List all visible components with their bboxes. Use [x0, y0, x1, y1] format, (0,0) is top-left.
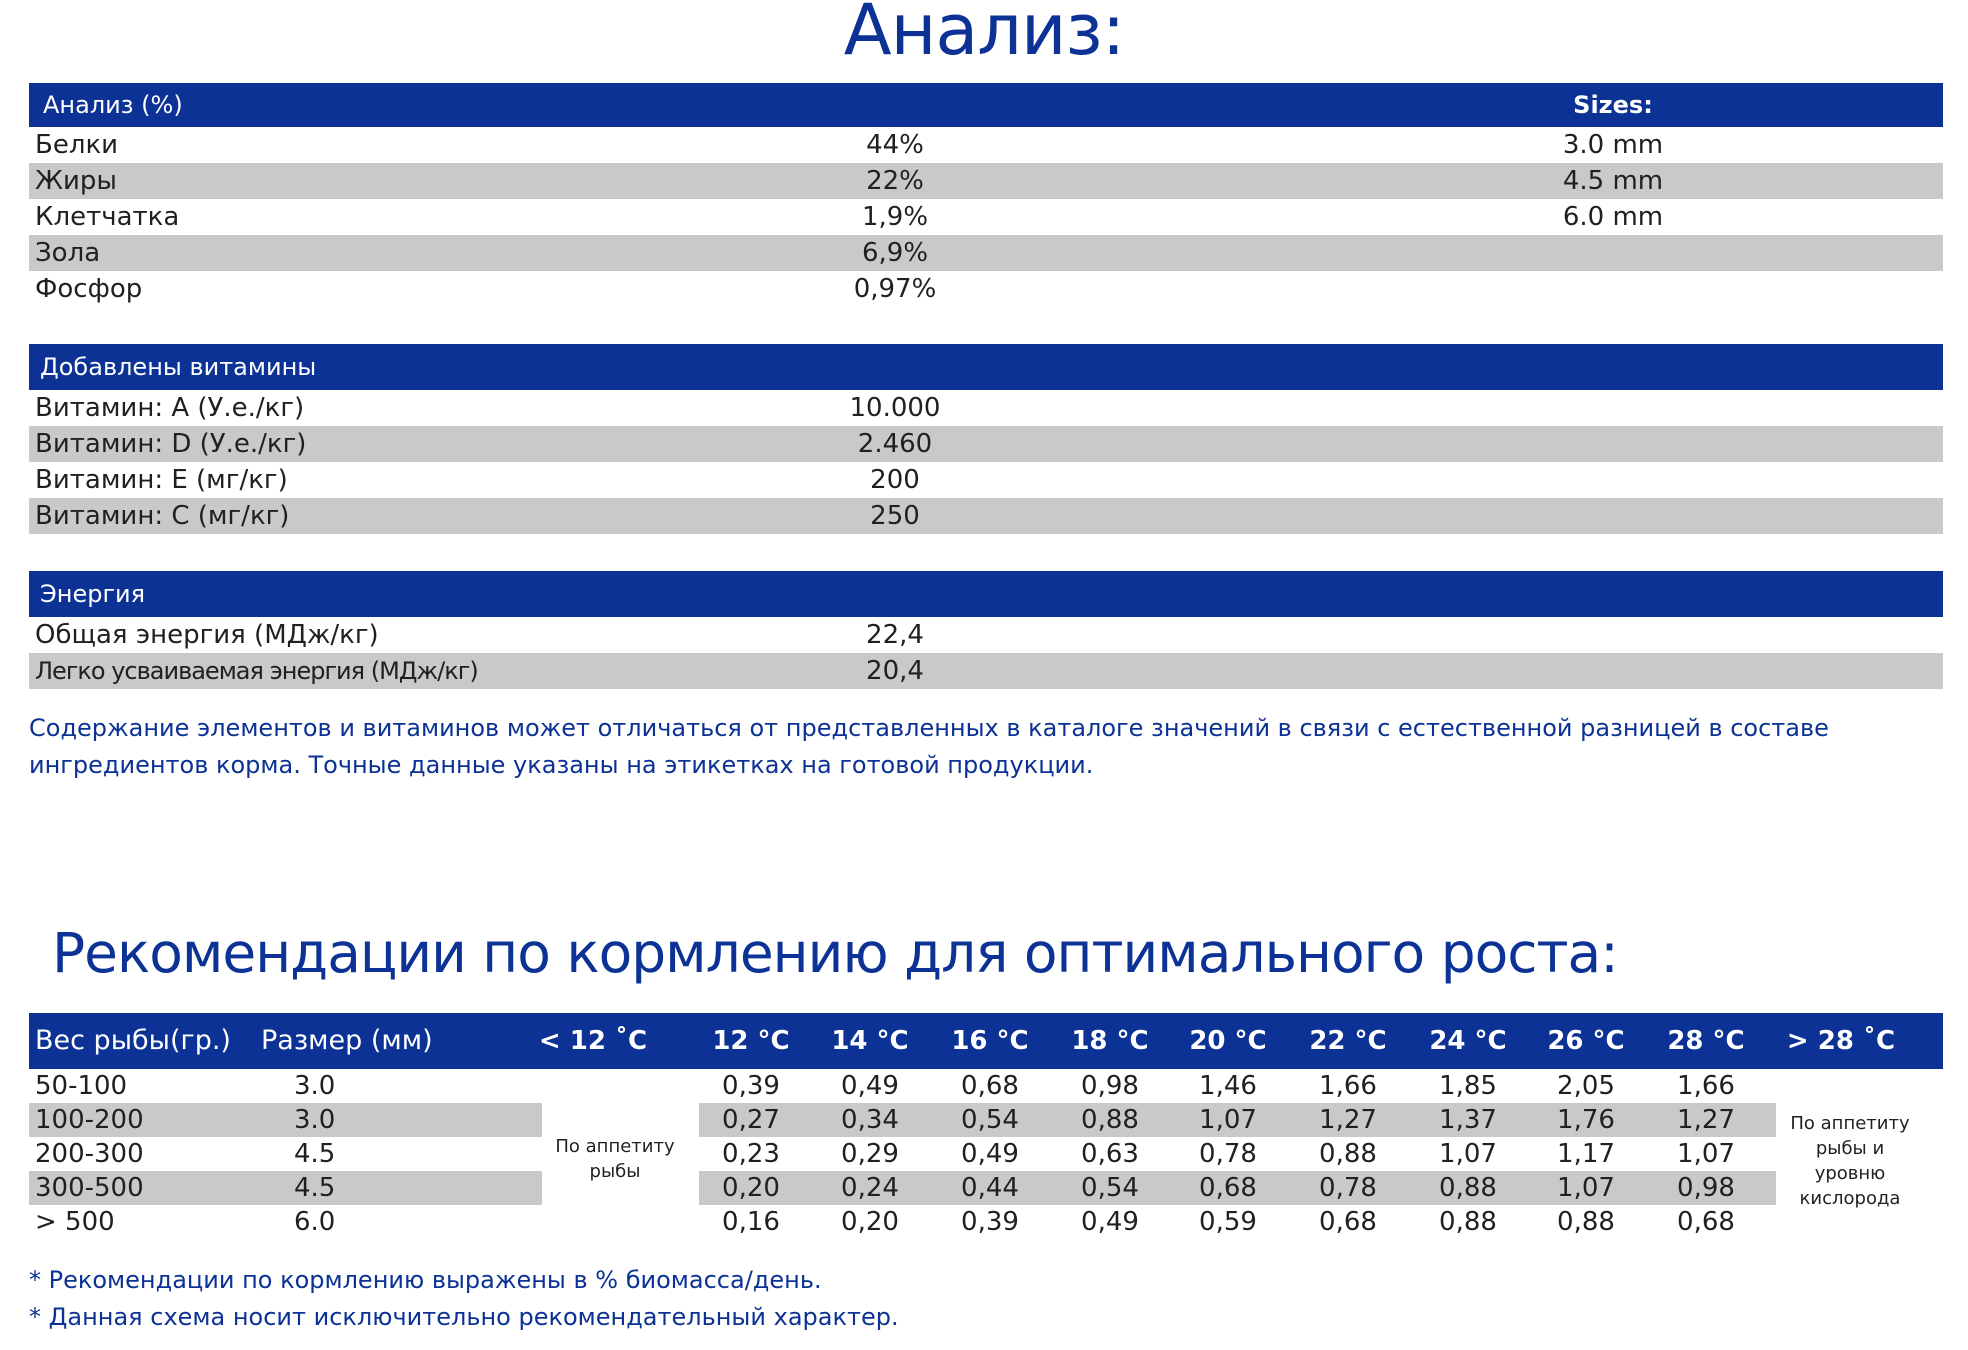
feed-rate: 0,68 — [961, 1071, 1019, 1101]
temp-header: 26 °C — [1547, 1026, 1625, 1056]
feed-rate: 1,27 — [1319, 1105, 1377, 1135]
footnote: * Рекомендации по кормлению выражены в % биомасса/день. — [29, 1266, 822, 1294]
energy-header — [29, 571, 1943, 617]
vitamin-label: Витамин: C (мг/кг) — [35, 501, 290, 531]
temp-header: 12 °C — [712, 1026, 790, 1056]
feed-rate: 0,63 — [1081, 1139, 1139, 1169]
feed-rate: 1,66 — [1677, 1071, 1735, 1101]
pellet-size: 4.5 — [294, 1173, 336, 1203]
appetite-note-low: По аппетиту рыбы — [555, 1136, 675, 1182]
analysis-value: 6,9% — [861, 238, 929, 268]
analysis-header-label: Анализ (%) — [43, 91, 183, 119]
feed-rate: 1,07 — [1677, 1139, 1735, 1169]
vitamin-row — [29, 462, 1943, 498]
analysis-row — [29, 271, 1943, 307]
feeding-row — [29, 1103, 1943, 1137]
feed-rate: 0,49 — [1081, 1207, 1139, 1237]
feed-rate: 0,29 — [841, 1139, 899, 1169]
feed-rate: 1,07 — [1439, 1139, 1497, 1169]
feed-rate: 0,78 — [1319, 1173, 1377, 1203]
feed-rate: 0,59 — [1199, 1207, 1257, 1237]
vitamin-label: Витамин: A (У.е./кг) — [35, 393, 305, 423]
feed-rate: 0,20 — [841, 1207, 899, 1237]
feed-rate: 0,39 — [722, 1071, 780, 1101]
analysis-label: Клетчатка — [35, 202, 180, 232]
sizes-header-label: Sizes: — [1573, 91, 1653, 119]
size-value: 4.5 mm — [1562, 166, 1664, 196]
pellet-size: 6.0 — [294, 1207, 336, 1237]
temp-header: 22 °C — [1309, 1026, 1387, 1056]
feed-rate: 0,49 — [961, 1139, 1019, 1169]
analysis-value: 44% — [866, 130, 924, 160]
feeding-title: Рекомендации по кормлению для оптимального роста: — [52, 921, 1618, 985]
size-value: 3.0 mm — [1562, 130, 1664, 160]
feed-rate: 0,88 — [1439, 1173, 1497, 1203]
temp-header: 20 °C — [1189, 1026, 1267, 1056]
feed-rate: 1,76 — [1557, 1105, 1615, 1135]
energy-label: Легко усваиваемая энергия (МДж/кг) — [35, 657, 478, 685]
feed-rate: 0,88 — [1319, 1139, 1377, 1169]
vitamin-label: Витамин: E (мг/кг) — [35, 465, 288, 495]
feed-rate: 1,07 — [1199, 1105, 1257, 1135]
analysis-row — [29, 235, 1943, 271]
energy-row — [29, 653, 1943, 689]
feed-rate: 0,88 — [1439, 1207, 1497, 1237]
feed-rate: 0,68 — [1319, 1207, 1377, 1237]
vitamin-value: 10.000 — [849, 393, 941, 423]
analysis-label: Жиры — [35, 166, 117, 196]
energy-value: 22,4 — [866, 620, 924, 650]
feed-rate: 0,23 — [722, 1139, 780, 1169]
analysis-row — [29, 127, 1943, 163]
analysis-row — [29, 163, 1943, 199]
feed-rate: 0,44 — [961, 1173, 1019, 1203]
analysis-label: Фосфор — [35, 274, 143, 304]
feed-rate: 0,54 — [1081, 1173, 1139, 1203]
energy-header-label: Энергия — [40, 580, 146, 608]
fish-weight: 100-200 — [35, 1105, 144, 1135]
vitamin-row — [29, 390, 1943, 426]
vitamins-header — [29, 344, 1943, 390]
feed-rate: 1,46 — [1199, 1071, 1257, 1101]
vitamin-value: 200 — [870, 465, 920, 495]
vitamin-label: Витамин: D (У.е./кг) — [35, 429, 307, 459]
feed-rate: 0,49 — [841, 1071, 899, 1101]
energy-label: Общая энергия (МДж/кг) — [35, 620, 379, 650]
page-title: Анализ: — [843, 0, 1125, 71]
analysis-value: 1,9% — [861, 202, 929, 232]
feed-rate: 0,39 — [961, 1207, 1019, 1237]
vitamin-row — [29, 498, 1943, 534]
feeding-header — [29, 1013, 1943, 1069]
feed-rate: 2,05 — [1557, 1071, 1615, 1101]
feed-rate: 0,78 — [1199, 1139, 1257, 1169]
feed-rate: 0,34 — [841, 1105, 899, 1135]
feeding-row — [29, 1137, 1943, 1171]
temp-header: 18 °C — [1071, 1026, 1149, 1056]
feed-rate: 1,85 — [1439, 1071, 1497, 1101]
feed-rate: 1,27 — [1677, 1105, 1735, 1135]
fish-weight: > 500 — [35, 1207, 115, 1237]
pellet-size: 4.5 — [294, 1139, 336, 1169]
temp-header: 14 °C — [831, 1026, 909, 1056]
temp-header: < 12 ˚C — [538, 1026, 648, 1056]
feed-rate: 0,16 — [722, 1207, 780, 1237]
temp-header: 28 °C — [1667, 1026, 1745, 1056]
feed-rate: 1,66 — [1319, 1071, 1377, 1101]
pellet-size: 3.0 — [294, 1071, 336, 1101]
feed-rate: 0,24 — [841, 1173, 899, 1203]
feed-rate: 0,98 — [1677, 1173, 1735, 1203]
temp-header: 24 °C — [1429, 1026, 1507, 1056]
footnote: * Данная схема носит исключительно рекомендательный характер. — [29, 1303, 899, 1331]
vitamin-row — [29, 426, 1943, 462]
pellet-size: 3.0 — [294, 1105, 336, 1135]
fish-weight: 200-300 — [35, 1139, 144, 1169]
feed-rate: 0,20 — [722, 1173, 780, 1203]
temp-header: 16 °C — [951, 1026, 1029, 1056]
feed-rate: 1,17 — [1557, 1139, 1615, 1169]
fish-weight: 300-500 — [35, 1173, 144, 1203]
feed-rate: 0,54 — [961, 1105, 1019, 1135]
vitamin-value: 2.460 — [857, 429, 933, 459]
analysis-value: 22% — [866, 166, 924, 196]
analysis-header — [29, 83, 1943, 127]
analysis-value: 0,97% — [853, 274, 937, 304]
feed-rate: 0,88 — [1557, 1207, 1615, 1237]
disclaimer-note: Содержание элементов и витаминов может отличаться от представленных в каталоге значений в связи с естественной разницей в составе ингредиентов корма. Точные данные указаны на этикетках на готовой продукции. — [29, 714, 1829, 779]
analysis-row — [29, 199, 1943, 235]
feed-rate: 0,88 — [1081, 1105, 1139, 1135]
size-value: 6.0 mm — [1562, 202, 1664, 232]
temp-header: > 28 ˚C — [1786, 1026, 1896, 1056]
energy-row — [29, 617, 1943, 653]
feeding-row — [29, 1171, 1943, 1205]
feed-rate: 0,68 — [1199, 1173, 1257, 1203]
vitamin-value: 250 — [870, 501, 920, 531]
feed-rate: 1,37 — [1439, 1105, 1497, 1135]
feeding-row — [29, 1205, 1943, 1239]
size-header: Размер (мм) — [261, 1025, 433, 1056]
feed-rate: 0,98 — [1081, 1071, 1139, 1101]
feed-rate: 0,27 — [722, 1105, 780, 1135]
feeding-row — [29, 1069, 1943, 1103]
analysis-label: Зола — [35, 238, 101, 268]
vitamins-header-label: Добавлены витамины — [40, 353, 317, 381]
analysis-label: Белки — [35, 130, 119, 160]
fish-weight: 50-100 — [35, 1071, 128, 1101]
energy-value: 20,4 — [866, 656, 924, 686]
feed-rate: 1,07 — [1557, 1173, 1615, 1203]
appetite-note-high: По аппетиту рыбы и уровню кислорода — [1790, 1113, 1910, 1209]
weight-header: Вес рыбы(гр.) — [35, 1025, 231, 1056]
feed-rate: 0,68 — [1677, 1207, 1735, 1237]
